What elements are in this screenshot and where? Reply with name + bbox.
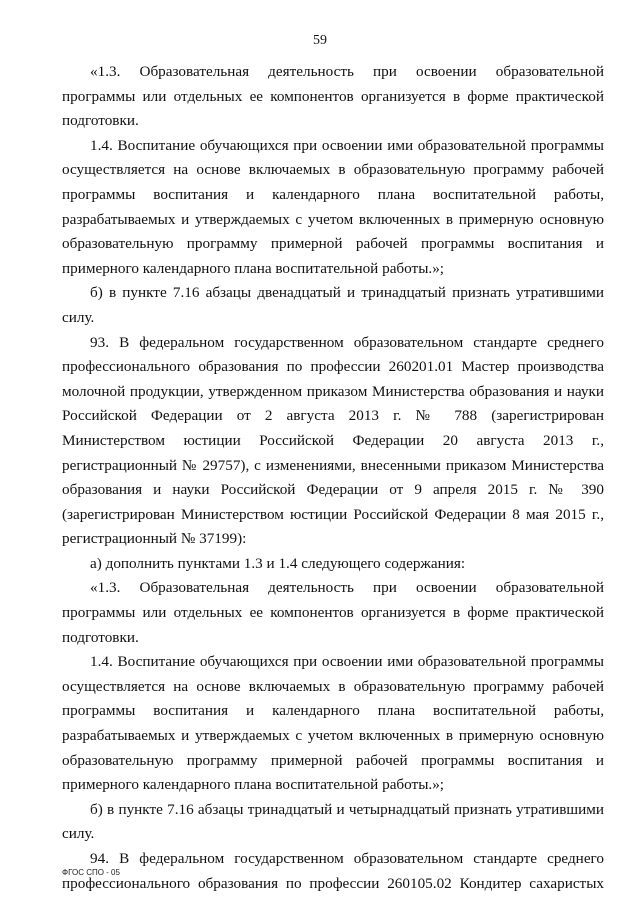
paragraph-1-4-repeat: 1.4. Воспитание обучающихся при освоении ими образовательной программы осуществляется на основе включаемых в образовательную программу рабочей программы воспитания и календарного плана воспитательной работы, разрабатываемых и утверждаемых с учетом включенных в примерную основную образовательную программу примерной рабочей программы воспитания и примерного календарного плана воспитательной работы.»; bbox=[62, 653, 604, 794]
footer-code: ФГОС СПО - 05 bbox=[62, 868, 120, 877]
paragraph-item-b: б) в пункте 7.16 абзацы двенадцатый и тринадцатый признать утратившими силу. bbox=[62, 284, 604, 326]
paragraph-item-a: а) дополнить пунктами 1.3 и 1.4 следующего содержания: bbox=[90, 554, 466, 572]
paragraph-1-3: «1.3. Образовательная деятельность при освоении образовательной программы или отдельных ее компонентов организуется в форме практической подготовки. bbox=[62, 63, 604, 130]
paragraph-1-4: 1.4. Воспитание обучающихся при освоении ими образовательной программы осуществляется на основе включаемых в образовательную программу рабочей программы воспитания и календарного плана воспитательной работы, разрабатываемых и утверждаемых с учетом включенных в примерную основную образовательную программу примерной рабочей программы воспитания и примерного календарного плана воспитательной работы.»; bbox=[62, 136, 604, 277]
paragraph-93: 93. В федеральном государственном образовательном стандарте среднего профессионального образования по профессии 260201.01 Мастер производства молочной продукции, утвержденном приказом Министерства образования и науки Российской Федерации от 2 августа 2013 г. № 788 (зарегистрирован Министерством юстиции Российской Федерации 20 августа 2013 г., регистрационный № 29757), с изменениями, внесенными приказом Министерства образования и науки Российской Федерации от 9 апреля 2015 г. № 390 (зарегистрирован Министерством юстиции Российской Федерации 8 мая 2015 г., регистрационный № 37199): bbox=[62, 333, 604, 548]
page-number: 59 bbox=[313, 33, 327, 48]
paragraph-1-3-repeat: «1.3. Образовательная деятельность при освоении образовательной программы или отдельных ее компонентов организуется в форме практической подготовки. bbox=[62, 579, 604, 646]
document-body bbox=[62, 60, 604, 896]
paragraph-item-b-repeat: б) в пункте 7.16 абзацы тринадцатый и четырнадцатый признать утратившими силу. bbox=[62, 800, 604, 843]
paragraph-94: 94. В федеральном государственном образовательном стандарте среднего профессионального образования по профессии 260105.02 Кондитер сахаристых bbox=[62, 850, 604, 892]
